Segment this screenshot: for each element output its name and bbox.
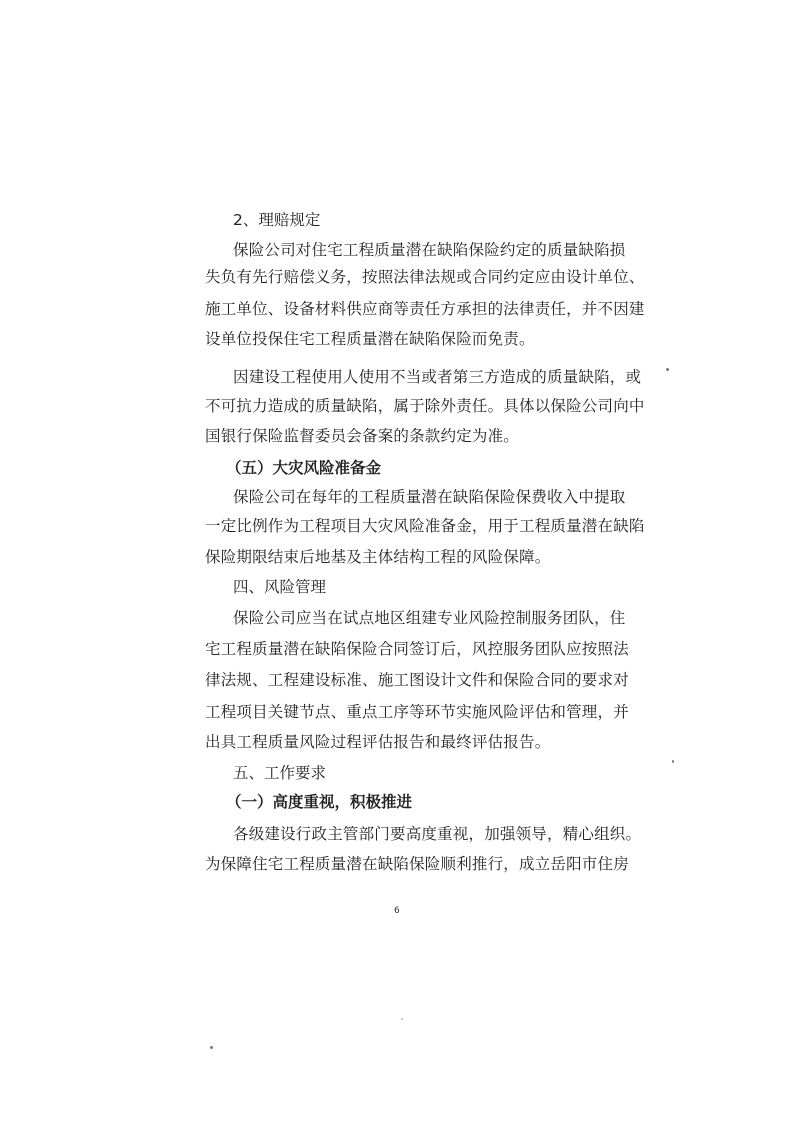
scan-speck: [672, 760, 674, 763]
paragraph-line: 保险公司在每年的工程质量潜在缺陷保险保费收入中提取: [233, 488, 626, 506]
paragraph-line: 出具工程质量风险过程评估报告和最终评估报告。: [205, 733, 551, 751]
scan-speck: [666, 368, 669, 371]
paragraph-line: 施工单位、设备材料供应商等责任方承担的法律责任，并不因建: [205, 300, 645, 318]
paragraph-line: 因建设工程使用人使用不当或者第三方造成的质量缺陷，或: [233, 368, 642, 386]
paragraph-line: 宅工程质量潜在缺陷保险合同签订后，风控服务团队应按照法: [205, 640, 629, 658]
paragraph-line: 保险期限结束后地基及主体结构工程的风险保障。: [205, 548, 551, 566]
paragraph-line: 保险公司对住宅工程质量潜在缺陷保险约定的质量缺陷损: [233, 241, 626, 259]
paragraph-line: 为保障住宅工程质量潜在缺陷保险顺利推行，成立岳阳市住房: [205, 855, 629, 873]
paragraph-line: 不可抗力造成的质量缺陷，属于除外责任。具体以保险公司向中: [205, 397, 645, 415]
paragraph-line: 国银行保险监督委员会备案的条款约定为准。: [205, 427, 520, 445]
section-heading-high-priority: （一）高度重视，积极推进: [226, 793, 413, 811]
section-heading-catastrophe-reserve: （五）大灾风险准备金: [226, 459, 382, 477]
section-heading-claims: 2、理赔规定: [233, 211, 321, 229]
paragraph-line: 保险公司应当在试点地区组建专业风险控制服务团队，住: [233, 609, 626, 627]
section-heading-work-requirements: 五、工作要求: [233, 764, 327, 782]
paragraph-line: 律法规、工程建设标准、施工图设计文件和保险合同的要求对: [205, 671, 629, 689]
section-heading-risk-management: 四、风险管理: [233, 578, 327, 596]
scan-speck: [401, 1018, 403, 1020]
paragraph-line: 失负有先行赔偿义务，按照法律法规或合同约定应由设计单位、: [205, 268, 645, 286]
paragraph-line: 一定比例作为工程项目大灾风险准备金，用于工程质量潜在缺陷: [205, 517, 645, 535]
paragraph-line: 各级建设行政主管部门要高度重视，加强领导，精心组织。: [233, 825, 642, 843]
paragraph-line: 设单位投保住宅工程质量潜在缺陷保险而免责。: [205, 330, 535, 348]
paragraph-line: 工程项目关键节点、重点工序等环节实施风险评估和管理，并: [205, 703, 629, 721]
page-number: 6: [394, 906, 400, 916]
scan-speck: [210, 1046, 213, 1049]
